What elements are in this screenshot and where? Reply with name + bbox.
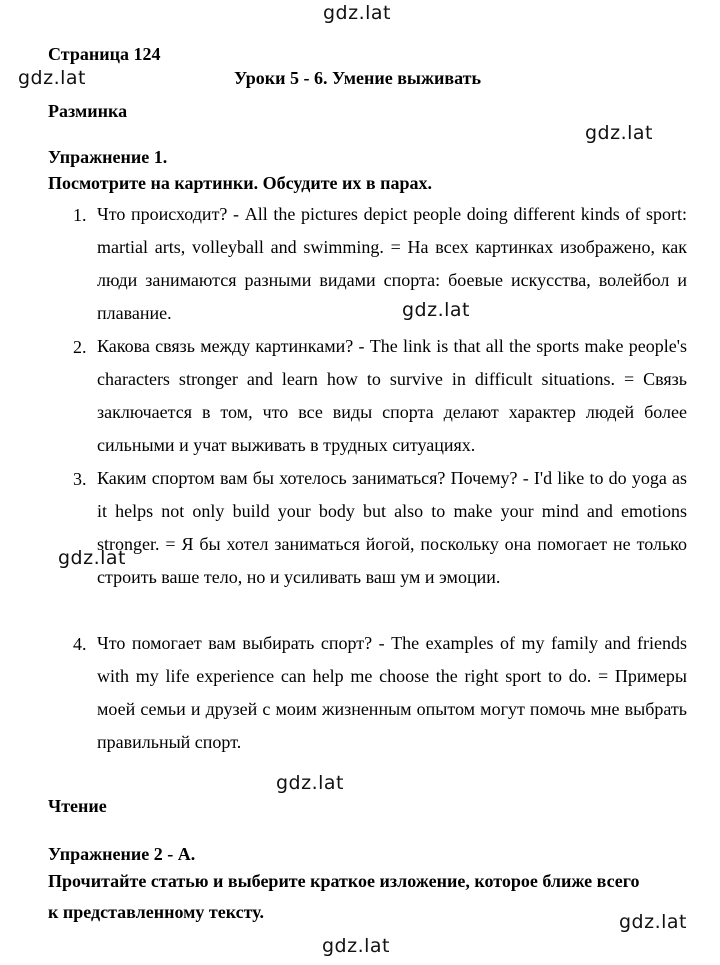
list-item-text: Что помогает вам выбирать спорт? - The examples of my family and friends with my life experience can help me choose the right sport to do. = Примеры моей семьи и друзей с моим жизненным опытом могут помочь мне выбрать правильный спорт. xyxy=(97,633,687,752)
watermark-bottom: gdz.lat xyxy=(322,935,391,957)
watermark-left-upper: gdz.lat xyxy=(18,67,87,89)
list-item-text: Какова связь между картинками? - The link is that all the sports make people's characters stronger and learn how to survive in difficult situations. = Связь заключается в том, что все виды спорта делают характер людей более сильными и учат выживать в трудных ситуациях. xyxy=(97,336,687,455)
section-warmup: Разминка xyxy=(48,101,128,121)
list-item-text: Каким спортом вам бы хотелось заниматься? Почему? - I'd like to do yoga as it helps not only build your body but also to make your mind and emotions stronger. = Я бы хотел заниматься йогой, поскольку она помогает не только строить ваше тело, но и усиливать ваш ум и эмоции. xyxy=(97,468,687,587)
watermark-center-lower: gdz.lat xyxy=(276,772,345,794)
watermark-left-item3: gdz.lat xyxy=(58,547,127,569)
lesson-title: Уроки 5 - 6. Умение выживать xyxy=(234,68,482,88)
list-item-number: 1. xyxy=(73,205,87,225)
list-item-number: 2. xyxy=(73,337,87,357)
list-item-number: 3. xyxy=(73,469,87,489)
watermark-center-item1: gdz.lat xyxy=(402,299,471,321)
watermark-top: gdz.lat xyxy=(323,2,392,24)
watermark-right-lower: gdz.lat xyxy=(619,911,688,933)
exercise1-title: Упражнение 1. xyxy=(48,147,168,167)
exercise2-instruction-line1: Прочитайте статью и выберите краткое изложение, которое ближе всего xyxy=(48,871,640,891)
section-reading: Чтение xyxy=(48,796,107,816)
exercise1-instruction: Посмотрите на картинки. Обсудите их в парах. xyxy=(48,173,433,193)
watermark-right-upper: gdz.lat xyxy=(585,122,654,144)
list-item-text: Что происходит? - All the pictures depict people doing different kinds of sport: martial arts, volleyball and swimming. = На всех картинках изображено, как люди занимаются разными видами спорта: боевые искусства, волейбол и плавание. xyxy=(97,204,687,323)
list-item-number: 4. xyxy=(73,634,87,654)
exercise2-instruction-line2: к представленному тексту. xyxy=(48,902,264,922)
exercise2-title: Упражнение 2 - А. xyxy=(48,844,196,864)
page-label: Страница 124 xyxy=(48,44,161,64)
